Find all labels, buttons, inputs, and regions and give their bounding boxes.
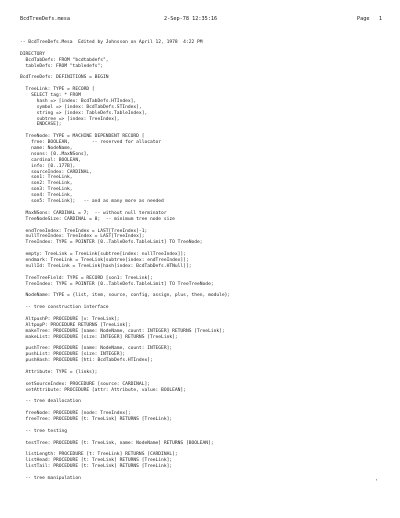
code-line: AltpushP: PROCEDURE [v: TreeLink]; <box>20 316 120 322</box>
code-line: nullTreeIndex: TreeIndex = LAST[TreeIndex]; <box>20 234 145 240</box>
header-page-label: Page <box>357 16 370 22</box>
code-line: setSourceIndex: PROCEDURE [source: CARDINAL]; <box>20 381 150 387</box>
code-line: makeList: PROCEDURE [size: INTEGER] RETURNS [TreeLink]; <box>20 334 178 340</box>
code-line: empty: TreeLink = TreeLink[subtree[index: nullTreeIndex]]; <box>20 252 186 258</box>
code-line: hash => [index: BcdTabDefs.HTIndex], <box>20 98 137 104</box>
code-line: name: NodeName, <box>20 146 73 152</box>
header-page-number: 1 <box>378 16 382 22</box>
code-line: subtree => [index: TreeIndex], <box>20 116 120 122</box>
code-line: BcdTabDefs: FROM "bcdtabdefs", <box>20 57 109 63</box>
code-line: -- tree construction interface <box>20 305 109 311</box>
header-page <box>357 17 382 23</box>
code-line: NodeName: TYPE = {list, item, source, config, assign, plus, then, module}; <box>20 293 231 299</box>
code-line: makeTree: PROCEDURE [name: NodeName, count: INTEGER] RETURNS [TreeLink]; <box>20 328 225 334</box>
code-line: son3: TreeLink, <box>20 187 73 193</box>
code-line: -- BcdTreeDefs.Mesa Edited by Johnsson on April 12, 1978 4:22 PM <box>20 40 203 45</box>
code-line: cardinal: BOOLEAN, <box>20 157 81 163</box>
code-line: DIRECTORY <box>20 51 45 57</box>
code-line: testTree: PROCEDURE [t: TreeLink, name: NodeName] RETURNS [BOOLEAN]; <box>20 440 214 446</box>
code-line: pushHash: PROCEDURE [hti: BcdTabDefs.HTIndex]; <box>20 358 153 364</box>
code-line: TreeLink: TYPE = RECORD [ <box>20 87 95 93</box>
code-line: pushTree: PROCEDURE [name: NodeName, count: INTEGER]; <box>20 346 173 352</box>
code-line: freeTree: PROCEDURE [t: TreeLink] RETURNS [TreeLink]; <box>20 417 173 422</box>
code-line: BcdTreeDefs: DEFINITIONS = BEGIN <box>20 75 109 81</box>
code-line: nullId: TreeLink = TreeLink[hash[index: BcdTabDefs.HTNull]]; <box>20 263 192 269</box>
page-header <box>20 17 382 24</box>
code-line: son2: TreeLink, <box>20 181 73 187</box>
code-line: -- tree manipulation <box>20 475 81 481</box>
code-line: sourceIndex: CARDINAL, <box>20 169 92 175</box>
code-line: nsons: [0..MaxNSons], <box>20 151 90 157</box>
code-line: listLength: PROCEDURE [t: TreeLink] RETURNS [CARDINAL]; <box>20 452 178 458</box>
code-line: MaxNSons: CARDINAL = 7; -- without null terminator <box>20 210 167 216</box>
header-filename: BcdTreeDefs.mesa <box>20 16 70 22</box>
code-line: info: [0..177B], <box>20 163 76 169</box>
code-line: freeNode: PROCEDURE [node: TreeIndex]; <box>20 411 131 417</box>
code-line: TreeTreeField: TYPE = RECORD [son1: TreeLink]; <box>20 275 153 281</box>
code-line: ENDCASE]; <box>20 122 62 128</box>
code-listing <box>20 40 390 482</box>
code-line: SELECT tag: * FROM <box>20 93 81 99</box>
code-line: listTail: PROCEDURE [t: TreeLink] RETURNS [TreeLink]; <box>20 464 173 470</box>
code-line: -- tree testing <box>20 428 68 434</box>
header-date: 2-Sep-78 12:35:16 <box>164 16 218 22</box>
code-line: free: BOOLEAN, -- reserved for allocator <box>20 140 162 146</box>
margin-mark: ' <box>374 479 378 485</box>
code-line: Attribute: TYPE = {links}; <box>20 369 98 375</box>
code-line: pushList: PROCEDURE [size: INTEGER]; <box>20 352 126 358</box>
code-line: tableDefs: FROM "tabledefs"; <box>20 63 103 69</box>
code-line: setAttribute: PROCEDURE [attr: Attribute, value: BOOLEAN]; <box>20 387 186 393</box>
code-line: -- tree deallocation <box>20 399 81 405</box>
code-line: TreeIndex: TYPE = POINTER [0..TableDefs.TableLimit] TO TreeTreeNode; <box>20 281 214 287</box>
code-line: son4: TreeLink, <box>20 193 73 199</box>
code-line: TreeNode: TYPE = MACHINE DEPENDENT RECORD [ <box>20 134 145 140</box>
code-line: endmark: TreeLink = TreeLink[subtree[index: endTreeIndex]]; <box>20 257 189 263</box>
code-line: son5: TreeLink]; -- and as many more as needed <box>20 199 164 205</box>
code-line: AltpopP: PROCEDURE RETURNS [TreeLink]; <box>20 322 131 328</box>
code-line: endTreeIndex: TreeIndex = LAST[TreeIndex]-1; <box>20 228 148 234</box>
code-line: symbol => [index: BcdTabDefs.STIndex], <box>20 104 142 110</box>
code-line: TreeIndex: TYPE = POINTER [0..TableDefs.TableLimit] TO TreeNode; <box>20 240 203 246</box>
code-line: TreeNodeSize: CARDINAL = 8; -- minimum tree node size <box>20 216 175 222</box>
code-line: string => [index: TableDefs.TableIndex], <box>20 110 148 116</box>
code-line: son1: TreeLink, <box>20 175 73 181</box>
code-line: listHead: PROCEDURE [t: TreeLink] RETURNS [TreeLink]; <box>20 458 173 464</box>
